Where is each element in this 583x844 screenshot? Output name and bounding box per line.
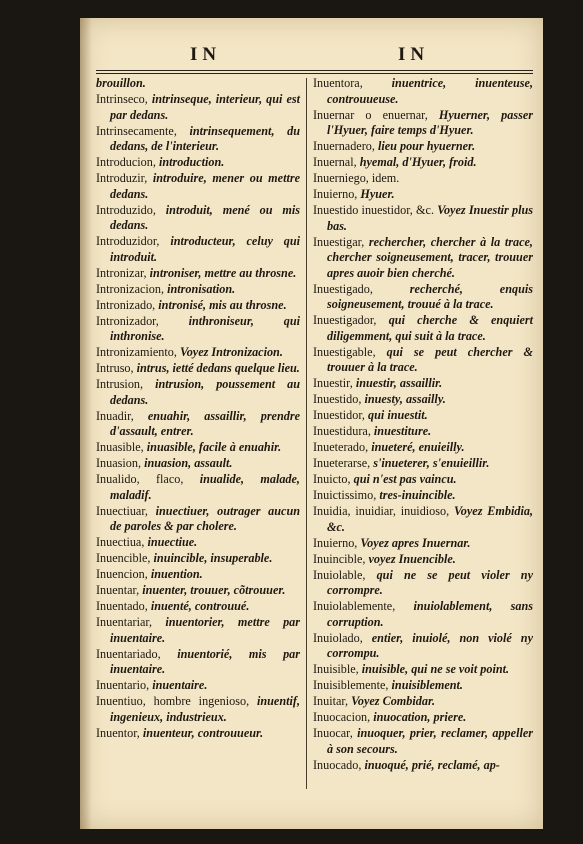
dictionary-entry bbox=[96, 282, 300, 298]
dictionary-entry bbox=[313, 710, 533, 726]
dictionary-entry bbox=[96, 409, 300, 440]
left-column bbox=[96, 76, 300, 742]
entry-lemma: Inuestido inuestidor, &c. bbox=[313, 203, 438, 217]
entry-gloss: inuasible, facile à enuahir. bbox=[146, 440, 282, 454]
entry-gloss: Voyez Embidia, &c. bbox=[327, 504, 533, 534]
entry-lemma: Inuocar, bbox=[313, 726, 358, 740]
entry-gloss: inuectiue. bbox=[147, 535, 198, 549]
entry-lemma: Inuocado, bbox=[313, 757, 365, 772]
entry-gloss: inuocation, priere. bbox=[373, 710, 467, 724]
dictionary-entry bbox=[313, 108, 533, 139]
entry-lemma: Inuernadero, bbox=[313, 139, 378, 153]
entry-gloss: inuenter, trouuer, cõtrouuer. bbox=[142, 583, 286, 597]
dictionary-entry bbox=[96, 694, 300, 725]
entry-gloss: brouillon. bbox=[96, 76, 146, 90]
dictionary-entry bbox=[96, 314, 300, 345]
dictionary-entry bbox=[313, 678, 533, 694]
entry-lemma: Inuisiblemente, bbox=[313, 678, 392, 692]
entry-gloss: s'inueterer, s'enuieillir. bbox=[373, 456, 490, 470]
entry-lemma: Inuectiuar, bbox=[96, 503, 156, 518]
entry-lemma: Intronizacion, bbox=[96, 281, 168, 296]
entry-gloss: inuincible, insuperable. bbox=[153, 551, 273, 565]
entry-lemma: Inuencible, bbox=[96, 551, 154, 565]
dictionary-entry bbox=[313, 504, 533, 535]
entry-lemma: Introduzidor, bbox=[96, 234, 171, 248]
entry-lemma: Inuincible, bbox=[313, 551, 369, 566]
entry-gloss: Voyez apres Inuernar. bbox=[360, 535, 471, 550]
entry-gloss: inuesty, assailly. bbox=[364, 392, 446, 406]
entry-lemma: Inuestidor, bbox=[313, 408, 369, 422]
entry-lemma: Inuernar o enuernar, bbox=[313, 107, 439, 122]
entry-lemma: Inuencion, bbox=[96, 567, 151, 581]
entry-lemma: Inuiolablemente, bbox=[313, 599, 414, 613]
entry-gloss: introduction. bbox=[158, 155, 225, 169]
dictionary-entry bbox=[313, 472, 533, 488]
dictionary-entry bbox=[313, 440, 533, 456]
running-header bbox=[96, 32, 533, 72]
entry-lemma: Intronizar, bbox=[96, 265, 150, 280]
dictionary-entry bbox=[96, 345, 300, 361]
entry-lemma: Intronizador, bbox=[96, 313, 189, 328]
entry-gloss: introducteur, celuy qui introduit. bbox=[110, 234, 300, 264]
dictionary-entry bbox=[313, 536, 533, 552]
header-left: IN bbox=[190, 44, 222, 65]
dictionary-entry bbox=[96, 615, 300, 646]
entry-gloss: inuentif, ingenieux, industrieux. bbox=[110, 694, 300, 724]
entry-lemma: Inuentariado, bbox=[96, 646, 178, 661]
entry-gloss: inuentaire. bbox=[152, 678, 208, 692]
dictionary-entry bbox=[313, 313, 533, 344]
entry-gloss: Voyez Inuestir plus bas. bbox=[327, 203, 533, 233]
dictionary-entry bbox=[313, 235, 533, 282]
entry-lemma: Inuestigar, bbox=[313, 234, 369, 249]
dictionary-entry bbox=[313, 392, 533, 408]
dictionary-entry bbox=[96, 298, 300, 314]
entry-lemma: Inuocacion, bbox=[313, 710, 374, 724]
entry-gloss: inueteré, enuieilly. bbox=[371, 440, 465, 454]
entry-gloss: intronisation. bbox=[167, 281, 236, 296]
dictionary-entry bbox=[96, 92, 300, 123]
dictionary-entry bbox=[96, 583, 300, 599]
column-divider bbox=[306, 78, 307, 789]
dictionary-entry bbox=[96, 361, 300, 377]
dictionary-entry bbox=[96, 171, 300, 202]
entry-lemma: Inuadir, bbox=[96, 408, 148, 423]
entry-gloss: inuoquer, prier, reclamer, appeller à son secours. bbox=[327, 726, 533, 756]
dictionary-entry bbox=[313, 568, 533, 599]
entry-lemma: Intronizado, bbox=[96, 297, 159, 312]
dictionary-entry bbox=[96, 234, 300, 265]
dictionary-entry bbox=[96, 76, 300, 92]
header-rule bbox=[96, 70, 533, 74]
page-spine-shadow bbox=[80, 18, 92, 829]
entry-gloss: inuentrice, inuenteuse, controuueuse. bbox=[327, 76, 533, 106]
entry-lemma: Inuestidura, bbox=[313, 424, 374, 438]
entry-gloss: Hyuer. bbox=[360, 187, 395, 201]
dictionary-entry bbox=[313, 408, 533, 424]
dictionary-entry bbox=[96, 726, 300, 742]
entry-gloss: Voyez Combidar. bbox=[351, 694, 436, 708]
entry-lemma: Inualido, flaco, bbox=[96, 472, 200, 486]
dictionary-entry bbox=[313, 171, 533, 187]
entry-gloss: intrinsequement, du dedans, de l'interieur. bbox=[110, 123, 300, 153]
entry-gloss: qui n'est pas vaincu. bbox=[353, 472, 457, 486]
dictionary-entry bbox=[96, 266, 300, 282]
entry-gloss: inuention. bbox=[150, 567, 203, 581]
entry-lemma: Intrinsecamente, bbox=[96, 123, 190, 138]
entry-gloss: Voyez Intronizacion. bbox=[179, 345, 283, 359]
entry-gloss: qui cherche & enquiert diligemment, qui suit à la trace. bbox=[327, 313, 533, 343]
entry-gloss: qui inuestit. bbox=[368, 408, 428, 422]
dictionary-entry bbox=[313, 552, 533, 568]
dictionary-entry bbox=[96, 599, 300, 615]
dictionary-entry bbox=[96, 456, 300, 472]
entry-lemma: Inuiolable, bbox=[313, 567, 377, 582]
entry-lemma: Inuestido, bbox=[313, 392, 365, 406]
dictionary-entry bbox=[313, 139, 533, 155]
entry-lemma: Inuicto, bbox=[313, 472, 354, 486]
entry-gloss: inuenteur, controuueur. bbox=[142, 725, 264, 740]
dictionary-entry bbox=[96, 504, 300, 535]
entry-gloss: inuisiblement. bbox=[391, 678, 463, 692]
entry-lemma: Inuestigable, bbox=[313, 344, 387, 359]
entry-gloss: rechercher, chercher à la trace, chercher soigneusement, tracer, trouuer apres auoir bien cherché. bbox=[327, 234, 533, 280]
entry-lemma: Inuentar, bbox=[96, 583, 143, 597]
dictionary-entry bbox=[313, 488, 533, 504]
entry-gloss: introduire, mener ou mettre dedans. bbox=[110, 171, 300, 201]
entry-gloss: inuestir, assaillir. bbox=[355, 376, 443, 390]
dictionary-entry bbox=[96, 551, 300, 567]
entry-lemma: Inuernal, bbox=[313, 155, 360, 169]
entry-gloss: intrinseque, interieur, qui est par dedans. bbox=[110, 92, 300, 122]
entry-lemma: Inuentario, bbox=[96, 678, 153, 692]
dictionary-entry bbox=[96, 678, 300, 694]
dictionary-entry bbox=[96, 124, 300, 155]
dictionary-entry bbox=[96, 472, 300, 503]
entry-gloss: intrusion, poussement au dedans. bbox=[110, 377, 301, 407]
entry-gloss: inuisible, qui ne se voit point. bbox=[361, 662, 510, 676]
entry-gloss: qui ne se peut violer ny corrompre. bbox=[327, 567, 533, 597]
right-column bbox=[313, 76, 533, 774]
dictionary-entry bbox=[96, 535, 300, 551]
entry-gloss: Hyuerner, passer l'Hyuer, faire temps d'Hyuer. bbox=[327, 107, 533, 137]
entry-gloss: enuahir, assaillir, prendre d'assault, entrer. bbox=[110, 408, 300, 438]
dictionary-entry bbox=[313, 758, 533, 774]
entry-lemma: Inuitar, bbox=[313, 694, 352, 708]
dictionary-entry bbox=[96, 647, 300, 678]
entry-lemma: Inuisible, bbox=[313, 662, 362, 676]
entry-lemma: Inuestir, bbox=[313, 376, 356, 390]
entry-lemma: Inuectiua, bbox=[96, 535, 148, 549]
entry-gloss: inuentorié, mis par inuentaire. bbox=[110, 646, 301, 676]
entry-gloss: tres-inuincible. bbox=[379, 488, 456, 502]
entry-lemma: Inuidia, inuidiar, inuidioso, bbox=[313, 504, 454, 518]
entry-gloss: introniser, mettre au throsne. bbox=[149, 265, 297, 280]
entry-lemma: Inuestigador, bbox=[313, 313, 389, 327]
entry-gloss: intronisé, mis au throsne. bbox=[158, 297, 287, 312]
dictionary-page bbox=[80, 18, 543, 829]
entry-lemma: Inuictissimo, bbox=[313, 488, 380, 502]
entry-lemma: Introduzir, bbox=[96, 171, 153, 185]
entry-gloss: voyez Inuencible. bbox=[368, 551, 456, 566]
entry-lemma: Introducion, bbox=[96, 155, 159, 169]
entry-gloss: inuectiuer, outrager aucun de paroles & par cholere. bbox=[110, 503, 300, 533]
entry-lemma: Inueterado, bbox=[313, 440, 372, 454]
dictionary-entry bbox=[96, 440, 300, 456]
dictionary-entry bbox=[313, 345, 533, 376]
entry-lemma: Inuestigado, bbox=[313, 281, 410, 296]
entry-lemma: Introduzido, bbox=[96, 202, 166, 217]
entry-lemma: Inuasion, bbox=[96, 456, 145, 470]
dictionary-entry bbox=[313, 726, 533, 757]
entry-lemma: Intrusion, bbox=[96, 377, 156, 391]
entry-lemma: Inuentora, bbox=[313, 76, 392, 90]
entry-lemma: Inuierno, bbox=[313, 187, 361, 201]
entry-lemma: Intruso, bbox=[96, 361, 137, 375]
entry-gloss: intrus, ietté dedans quelque lieu. bbox=[136, 361, 300, 375]
dictionary-entry bbox=[313, 187, 533, 203]
entry-gloss: inthroniseur, qui inthronise. bbox=[110, 313, 300, 343]
entry-lemma: Inuasible, bbox=[96, 440, 147, 454]
dictionary-entry bbox=[96, 155, 300, 171]
entry-lemma: Intrinseco, bbox=[96, 92, 152, 106]
entry-gloss: introduit, mené ou mis dedans. bbox=[110, 202, 300, 232]
dictionary-entry bbox=[313, 662, 533, 678]
entry-gloss: inuoqué, prié, reclamé, ap- bbox=[364, 757, 500, 772]
dictionary-entry bbox=[313, 155, 533, 171]
entry-gloss: inualide, malade, maladif. bbox=[110, 472, 300, 502]
entry-lemma: Inuentor, bbox=[96, 725, 143, 740]
dictionary-entry bbox=[313, 631, 533, 662]
entry-gloss: entier, inuiolé, non violé ny corrompu. bbox=[327, 630, 533, 660]
entry-gloss: lieu pour hyuerner. bbox=[377, 139, 476, 153]
dictionary-entry bbox=[313, 456, 533, 472]
dictionary-entry bbox=[313, 282, 533, 313]
entry-lemma: Inueterarse, bbox=[313, 456, 374, 470]
dictionary-entry bbox=[313, 694, 533, 710]
entry-lemma: Inuentariar, bbox=[96, 615, 166, 629]
entry-lemma: Inuierno, bbox=[313, 535, 361, 550]
entry-lemma: Inuiolado, bbox=[313, 630, 372, 645]
entry-lemma: Inuentado, bbox=[96, 599, 151, 613]
entry-lemma: Inuerniego, idem. bbox=[313, 171, 400, 185]
entry-gloss: qui se peut chercher & trouuer à la trace. bbox=[327, 344, 533, 374]
dictionary-entry bbox=[96, 567, 300, 583]
dictionary-entry bbox=[96, 377, 300, 408]
entry-gloss: inuasion, assault. bbox=[144, 456, 233, 470]
entry-gloss: inuiolablement, sans corruption. bbox=[327, 599, 533, 629]
entry-gloss: inuentorier, mettre par inuentaire. bbox=[110, 615, 300, 645]
entry-lemma: Inuentiuo, hombre ingenioso, bbox=[96, 694, 257, 708]
dictionary-entry bbox=[96, 203, 300, 234]
dictionary-entry bbox=[313, 76, 533, 107]
entry-lemma: Intronizamiento, bbox=[96, 345, 180, 359]
dictionary-entry bbox=[313, 203, 533, 234]
dictionary-entry bbox=[313, 599, 533, 630]
entry-gloss: inuestiture. bbox=[373, 424, 432, 438]
dictionary-entry bbox=[313, 376, 533, 392]
entry-gloss: recherché, enquis soigneusement, trouué à la trace. bbox=[327, 281, 533, 311]
entry-gloss: inuenté, controuué. bbox=[150, 599, 250, 613]
header-right: IN bbox=[398, 44, 430, 65]
dictionary-entry bbox=[313, 424, 533, 440]
entry-gloss: hyemal, d'Hyuer, froid. bbox=[359, 155, 477, 169]
